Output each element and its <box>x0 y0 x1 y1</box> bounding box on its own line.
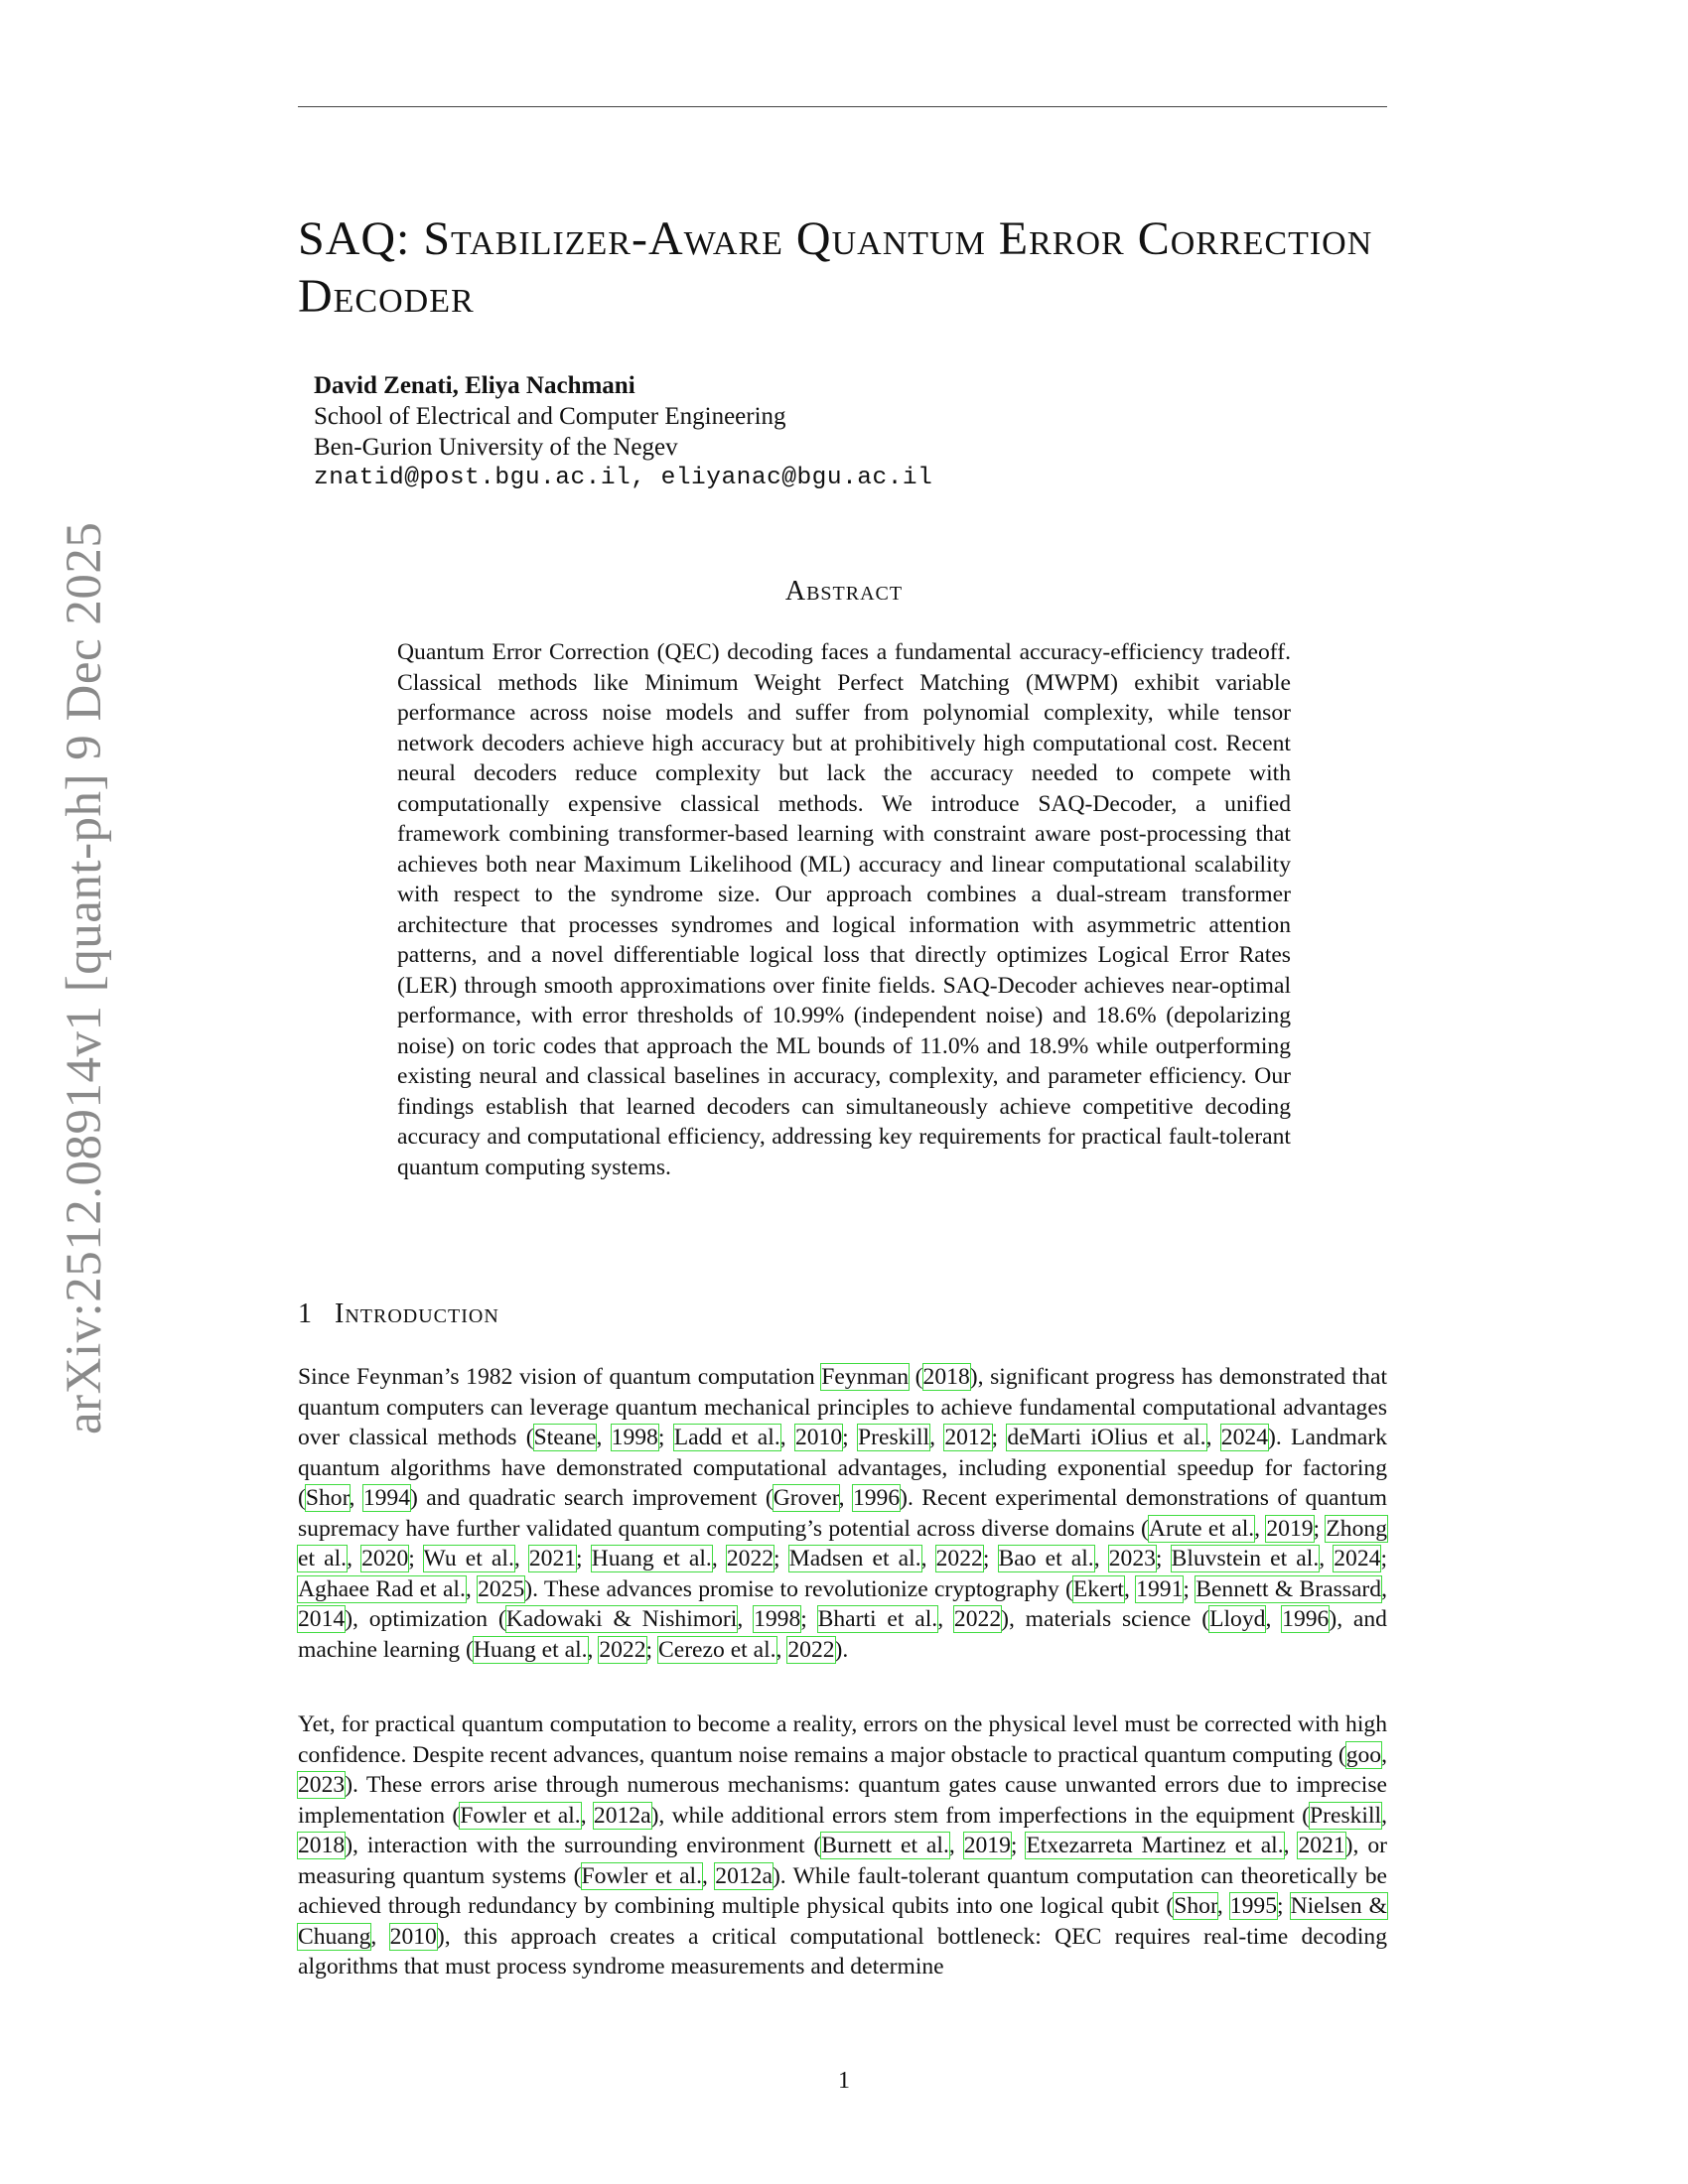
citation-author-link[interactable]: Grover <box>773 1485 839 1511</box>
citation-year-link[interactable]: 2020 <box>361 1546 409 1571</box>
affiliation-university: Ben-Gurion University of the Negev <box>314 434 678 461</box>
citation-author-link[interactable]: Bharti et al. <box>817 1606 938 1632</box>
header-rule <box>298 106 1387 107</box>
abstract-heading: Abstract <box>784 576 904 607</box>
citation-year-link[interactable]: 2022 <box>787 1636 835 1663</box>
citation-link[interactable]: Aghaee Rad et al., 2025 <box>298 1575 525 1602</box>
citation-link[interactable]: Ladd et al., 2010 <box>673 1425 843 1450</box>
citation-author-link[interactable]: Steane <box>533 1425 597 1450</box>
citation-year-link[interactable]: 2014 <box>298 1606 346 1632</box>
citation-year-link[interactable]: 1998 <box>611 1425 658 1450</box>
citation-link[interactable]: Etxezarreta Martinez et al., 2021 <box>1026 1833 1345 1858</box>
citation-author-link[interactable]: Madsen et al. <box>788 1546 921 1571</box>
citation-link[interactable]: Shor, 1994 <box>305 1485 411 1511</box>
citation-link[interactable]: Huang et al., 2022 <box>473 1636 646 1663</box>
citation-link[interactable]: Huang et al., 2022 <box>591 1546 774 1571</box>
intro-paragraph-1: Since Feynman’s 1982 vision of quantum computation Feynman (2018), significant progress has demonstrated that quantum computers can leverage quantum mechanical principles to achieve fundamental computational advantages over classical methods (Steane, 1998; Ladd et al., 2010; Preskill, 2012; deMarti iOlius et al., 2024). Landmark quantum algorithms have demonstrated computational advantages, including exponential speedup for factoring (Shor, 1994) and quadratic search improvement (Grover, 1996). Recent experimental demonstrations of quantum supremacy have further validated quantum computing’s potential across diverse domains (Arute et al., 2019; Zhong et al., 2020; Wu et al., 2021; Huang et al., 2022; Madsen et al., 2022; Bao et al., 2023; Bluvstein et al., 2024; Aghaee Rad et al., 2025). These advances promise to revolutionize cryptography (Ekert, 1991; Bennett & Brassard, 2014), optimization (Kadowaki & Nishimori, 1998; Bharti et al., 2022), materials science (Lloyd, 1996), and machine learning (Huang et al., 2022; Cerezo et al., 2022). <box>298 1364 1388 1663</box>
section-number: 1 <box>298 1298 313 1329</box>
citation-author-link[interactable]: Bao et al. <box>998 1546 1094 1571</box>
citation-year-link[interactable]: 1994 <box>362 1485 411 1511</box>
citation-year-link[interactable]: 1995 <box>1229 1893 1277 1919</box>
citation-year-link[interactable]: 2010 <box>794 1425 843 1450</box>
citation-author-link[interactable]: Feynman <box>821 1364 910 1390</box>
citation-year-link[interactable]: 2024 <box>1334 1546 1381 1571</box>
abstract-text: Quantum Error Correction (QEC) decoding faces a fundamental accuracy-efficiency tradeoff. Classical methods like Minimum Weight Perfect Matching (MWPM) exhibit variable performance across noise models and suffer from polynomial complexity, while tensor network decoders achieve high accuracy but at prohibitively high computational cost. Recent neural decoders reduce complexity but lack the accuracy needed to compete with computationally expensive classical methods. We introduce SAQ-Decoder, a unified framework combining transformer-based learning with constraint aware post-processing that achieves both near Maximum Likelihood (ML) accuracy and linear computational scalability with respect to the syndrome size. Our approach combines a dual-stream transformer architecture that processes syndromes and logical information with asymmetric attention patterns, and a novel differentiable logical loss that directly optimizes Logical Error Rates (LER) through smooth approximations over finite fields. SAQ-Decoder achieves near-optimal performance, with error thresholds of 10.99% (independent noise) and 18.6% (depolarizing noise) on toric codes that approach the ML bounds of 11.0% and 18.9% while outperforming existing neural and classical baselines in accuracy, complexity, and parameter efficiency. Our findings establish that learned decoders can simultaneously achieve competitive decoding accuracy and computational efficiency, addressing key requirements for practical fault-tolerant quantum computing systems. <box>397 639 1291 1180</box>
citation-year-link[interactable]: 2012a <box>715 1862 773 1889</box>
citation-author-link[interactable]: Aghaee Rad et al. <box>298 1575 466 1602</box>
citation-author-link[interactable]: Fowler et al. <box>460 1802 581 1829</box>
citation-author-link[interactable]: Preskill <box>858 1425 930 1450</box>
citation-year-link[interactable]: 2018 <box>298 1833 346 1858</box>
citation-author-link[interactable]: Cerezo et al. <box>657 1636 776 1663</box>
citation-link[interactable]: Feynman (2018) <box>821 1364 978 1390</box>
citation-year-link[interactable]: 2024 <box>1220 1425 1268 1450</box>
citation-year-link[interactable]: 2010 <box>389 1923 437 1950</box>
citation-link[interactable]: Arute et al., 2019 <box>1148 1515 1314 1542</box>
citation-year-link[interactable]: 1996 <box>1282 1606 1330 1632</box>
citation-link[interactable]: Shor, 1995 <box>1174 1893 1277 1919</box>
citation-link[interactable]: Burnett et al., 2019 <box>821 1833 1011 1858</box>
citation-year-link[interactable]: 2022 <box>935 1546 983 1571</box>
affiliation-department: School of Electrical and Computer Engineering <box>314 403 786 430</box>
citation-author-link[interactable]: Nielsen & Chuang <box>298 1893 1387 1950</box>
citation-author-link[interactable]: Fowler et al. <box>581 1862 703 1889</box>
citation-link[interactable]: Nielsen & Chuang, 2010 <box>298 1893 1387 1950</box>
citation-link[interactable]: Grover, 1996 <box>773 1485 901 1511</box>
citation-link[interactable]: Bluvstein et al., 2024 <box>1171 1546 1381 1571</box>
citation-year-link[interactable]: 2019 <box>963 1833 1011 1858</box>
citation-author-link[interactable]: goo <box>1345 1741 1382 1768</box>
citation-author-link[interactable]: Shor <box>1174 1893 1217 1919</box>
author-names: David Zenati, Eliya Nachmani <box>314 372 635 399</box>
citation-year-link[interactable]: 2022 <box>953 1606 1002 1632</box>
citation-link[interactable]: Lloyd, 1996 <box>1209 1606 1330 1632</box>
paper-title: SAQ: Stabilizer-Aware Quantum Error Correction Decoder <box>298 212 1373 323</box>
citation-author-link[interactable]: Ekert <box>1072 1575 1124 1602</box>
citation-author-link[interactable]: deMarti iOlius et al. <box>1007 1425 1206 1450</box>
citation-year-link[interactable]: 2025 <box>478 1575 525 1602</box>
citation-author-link[interactable]: Bennett & Brassard <box>1196 1575 1382 1602</box>
citation-year-link[interactable]: 2023 <box>1108 1546 1156 1571</box>
citation-author-link[interactable]: Lloyd <box>1209 1606 1266 1632</box>
citation-year-link[interactable]: 2022 <box>599 1636 646 1663</box>
citation-year-link[interactable]: 2021 <box>1298 1833 1345 1858</box>
citation-link[interactable]: Madsen et al., 2022 <box>788 1546 983 1571</box>
arxiv-identifier-stamp[interactable]: arXiv:2512.08914v1 [quant-ph] 9 Dec 2025 <box>57 521 112 1434</box>
citation-author-link[interactable]: Etxezarreta Martinez et al. <box>1026 1833 1284 1858</box>
section-heading-introduction <box>298 1298 499 1330</box>
citation-link[interactable]: Cerezo et al., 2022 <box>657 1636 835 1663</box>
citation-link[interactable]: Preskill, 2018 <box>298 1802 1388 1858</box>
citation-author-link[interactable]: Huang et al. <box>473 1636 588 1663</box>
section-title: Introduction <box>335 1298 499 1329</box>
citation-author-link[interactable]: Preskill <box>1310 1802 1382 1829</box>
citation-author-link[interactable]: Shor <box>305 1485 350 1511</box>
citation-link[interactable]: Fowler et al., 2012a <box>581 1862 773 1889</box>
citation-author-link[interactable]: Kadowaki & Nishimori <box>505 1606 738 1632</box>
citation-author-link[interactable]: Ladd et al. <box>673 1425 780 1450</box>
citation-link[interactable]: Bao et al., 2023 <box>998 1546 1156 1571</box>
citation-link[interactable]: Ekert, 1991 <box>1072 1575 1184 1602</box>
citation-link[interactable]: Preskill, 2012 <box>858 1425 992 1450</box>
intro-paragraph-2: Yet, for practical quantum computation to become a reality, errors on the physical level must be corrected with high confidence. Despite recent advances, quantum noise remains a major obstacle to practical quantum computing (goo, 2023). These errors arise through numerous mechanisms: quantum gates cause unwanted errors due to imprecise implementation (Fowler et al., 2012a), while additional errors stem from imperfections in the equipment (Preskill, 2018), interaction with the surrounding environment (Burnett et al., 2019; Etxezarreta Martinez et al., 2021), or measuring quantum systems (Fowler et al., 2012a). While fault-tolerant quantum computation can theoretically be achieved through redundancy by combining multiple physical qubits into one logical qubit (Shor, 1995; Nielsen & Chuang, 2010), this approach creates a critical computational bottleneck: QEC requires real-time decoding algorithms that must process syndrome measurements and determine <box>298 1711 1388 1979</box>
citation-year-link[interactable]: 2018 <box>922 1364 970 1390</box>
citation-year-link[interactable]: 2021 <box>528 1546 577 1571</box>
author-emails[interactable]: znatid@post.bgu.ac.il, eliyanac@bgu.ac.il <box>314 465 933 491</box>
citation-year-link[interactable]: 2019 <box>1266 1515 1314 1542</box>
citation-link[interactable]: Fowler et al., 2012a <box>460 1802 651 1829</box>
citation-year-link[interactable]: 1996 <box>852 1485 901 1511</box>
page-number: 1 <box>838 2068 850 2094</box>
citation-year-link[interactable]: 2023 <box>298 1772 346 1798</box>
citation-year-link[interactable]: 1991 <box>1136 1575 1184 1602</box>
citation-link[interactable]: Kadowaki & Nishimori, 1998 <box>505 1606 801 1632</box>
citation-link[interactable]: Zhong et al., 2020 <box>298 1515 1387 1571</box>
citation-author-link[interactable]: Zhong et al. <box>298 1515 1387 1571</box>
citation-link[interactable]: Steane, 1998 <box>533 1425 658 1450</box>
citation-year-link[interactable]: 2022 <box>726 1546 774 1571</box>
citation-link[interactable]: goo, 2023 <box>298 1741 1387 1798</box>
citation-year-link[interactable]: 1998 <box>754 1606 801 1632</box>
author-block <box>314 370 1207 493</box>
citation-author-link[interactable]: Wu et al. <box>423 1546 514 1571</box>
citation-author-link[interactable]: Burnett et al. <box>821 1833 949 1858</box>
citation-author-link[interactable]: Huang et al. <box>591 1546 712 1571</box>
citation-link[interactable]: Wu et al., 2021 <box>423 1546 577 1571</box>
citation-link[interactable]: Bennett & Brassard, 2014 <box>298 1575 1387 1632</box>
citation-author-link[interactable]: Arute et al. <box>1148 1515 1255 1542</box>
citation-year-link[interactable]: 2012a <box>593 1802 651 1829</box>
citation-author-link[interactable]: Bluvstein et al. <box>1171 1546 1320 1571</box>
citation-year-link[interactable]: 2012 <box>944 1425 992 1450</box>
citation-link[interactable]: deMarti iOlius et al., 2024 <box>1007 1425 1268 1450</box>
citation-link[interactable]: Bharti et al., 2022 <box>817 1606 1002 1632</box>
